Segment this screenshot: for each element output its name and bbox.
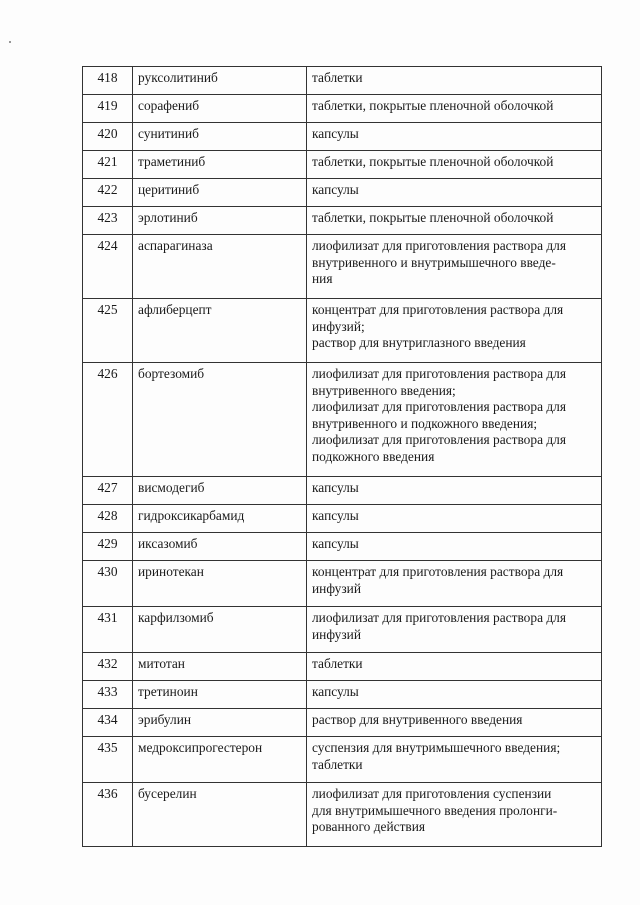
row-number: 422 [83,179,133,207]
drug-name: руксолитиниб [133,67,307,95]
dosage-form: капсулы [307,505,602,533]
drug-table-body [83,67,602,847]
drug-name: митотан [133,653,307,681]
dosage-form: таблетки [307,67,602,95]
dosage-form: лиофилизат для приготовления раствора для внутривенного введения; лиофилизат для приготовления раствора для внутривенного и подкожного введения; лиофилизат для приготовления раствора для подкожного введения [307,363,602,477]
dosage-form: капсулы [307,681,602,709]
table-row [83,653,602,681]
drug-name: эрибулин [133,709,307,737]
row-number: 418 [83,67,133,95]
dosage-form: лиофилизат для приготовления суспензии для внутримышечного введения пролонги- рованного действия [307,783,602,847]
row-number: 432 [83,653,133,681]
dosage-form: концентрат для приготовления раствора для инфузий; раствор для внутриглазного введения [307,299,602,363]
drug-name: медроксипрогестерон [133,737,307,783]
table-row [83,299,602,363]
row-number: 426 [83,363,133,477]
dosage-form: лиофилизат для приготовления раствора для внутривенного и внутримышечного введе- ния [307,235,602,299]
drug-name: иринотекан [133,561,307,607]
table-row [83,123,602,151]
dosage-form: таблетки, покрытые пленочной оболочкой [307,95,602,123]
drug-name: бортезомиб [133,363,307,477]
row-number: 433 [83,681,133,709]
table-row [83,533,602,561]
row-number: 434 [83,709,133,737]
drug-name: афлиберцепт [133,299,307,363]
row-number: 423 [83,207,133,235]
dosage-form: таблетки [307,653,602,681]
scan-speck [9,41,11,43]
table-row [83,95,602,123]
dosage-form: таблетки, покрытые пленочной оболочкой [307,207,602,235]
row-number: 431 [83,607,133,653]
dosage-form: капсулы [307,123,602,151]
dosage-form: суспензия для внутримышечного введения; таблетки [307,737,602,783]
table-row [83,151,602,179]
dosage-form: концентрат для приготовления раствора для инфузий [307,561,602,607]
row-number: 425 [83,299,133,363]
dosage-form: капсулы [307,533,602,561]
table-row [83,207,602,235]
row-number: 428 [83,505,133,533]
row-number: 429 [83,533,133,561]
drug-name: гидроксикарбамид [133,505,307,533]
drug-table [82,66,602,847]
table-row [83,505,602,533]
drug-name: висмодегиб [133,477,307,505]
table-row [83,737,602,783]
table-row [83,561,602,607]
drug-name: карфилзомиб [133,607,307,653]
dosage-form: капсулы [307,477,602,505]
table-row [83,235,602,299]
drug-name: церитиниб [133,179,307,207]
drug-name: эрлотиниб [133,207,307,235]
row-number: 435 [83,737,133,783]
dosage-form: капсулы [307,179,602,207]
row-number: 436 [83,783,133,847]
row-number: 420 [83,123,133,151]
drug-name: третиноин [133,681,307,709]
drug-name: траметиниб [133,151,307,179]
table-row [83,179,602,207]
table-row [83,709,602,737]
drug-name: аспарагиназа [133,235,307,299]
drug-name: иксазомиб [133,533,307,561]
row-number: 419 [83,95,133,123]
row-number: 430 [83,561,133,607]
drug-name: сорафениб [133,95,307,123]
drug-name: сунитиниб [133,123,307,151]
table-row [83,67,602,95]
table-row [83,681,602,709]
table-row [83,607,602,653]
dosage-form: раствор для внутривенного введения [307,709,602,737]
dosage-form: лиофилизат для приготовления раствора для инфузий [307,607,602,653]
drug-name: бусерелин [133,783,307,847]
row-number: 421 [83,151,133,179]
table-row [83,783,602,847]
table-row [83,363,602,477]
row-number: 424 [83,235,133,299]
table-row [83,477,602,505]
row-number: 427 [83,477,133,505]
dosage-form: таблетки, покрытые пленочной оболочкой [307,151,602,179]
